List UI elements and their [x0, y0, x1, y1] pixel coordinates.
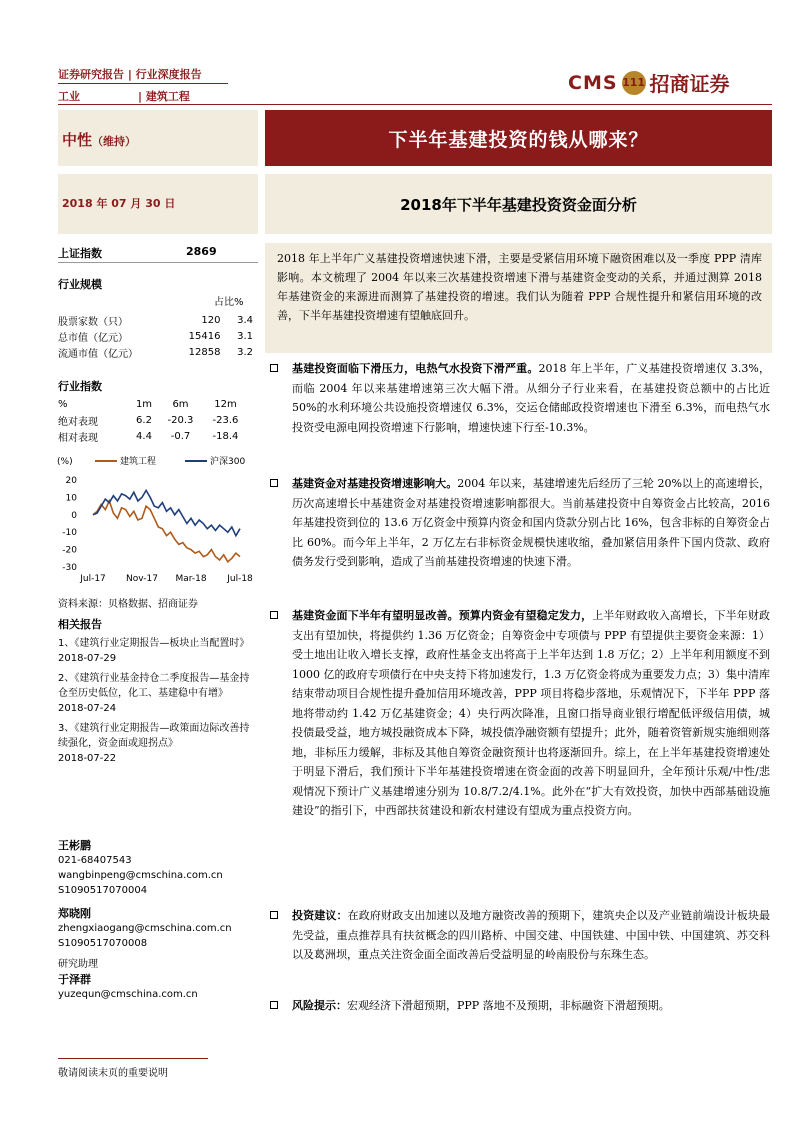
related-item: 3、《建筑行业定期报告—政策面边际改善持续强化，资金面或迎拐点》 2018-07-22 [58, 723, 250, 764]
research-assistant: 研究助理 于泽群 yuzequn@cmschina.com.cn [58, 959, 198, 1000]
logo-mark-icon: 111 [622, 71, 646, 95]
industry-label: 工业 [58, 90, 80, 103]
summary-box: 2018 年上半年广义基建投资增速快速下滑，主要是受紧信用环境下融资困难以及一季度 PPP 清库影响。本文梳理了 2004 年以来三次基建投资增速下滑与基建资金变动的关系，并通过测算 2018 年基建资金的来源进而测算了基建投资的增速。我们认为随着 PPP 合规性提升和紧信用环境的改善，下半年基建投资增速有望触底回升。 [265, 243, 772, 353]
cms-logo: CMS 111 招商证券 [568, 71, 730, 96]
table-row: 流通市值（亿元） 12858 3.2 [58, 346, 253, 360]
bullet-item: 风险提示：宏观经济下滑超预期，PPP 落地不及预期，非标融资下滑超预期。 [270, 996, 770, 1016]
checkbox-bullet-icon [270, 611, 278, 619]
y-tick-label: -30 [62, 563, 77, 573]
x-tick-label: Jul-17 [80, 574, 106, 584]
industry-scale-table [58, 312, 253, 360]
page-title: 下半年基建投资的钱从哪来？ [265, 110, 772, 166]
analyst-1: 王彬鹏 021-68407543 wangbinpeng@cmschina.com.cn S1090517070004 [58, 839, 223, 896]
scale-pct-header: 占比% [214, 297, 244, 308]
index-title: 行业指数 [58, 380, 102, 393]
scale-title: 行业规模 [58, 278, 102, 291]
y-tick-label: 20 [65, 476, 77, 486]
subtitle: 2018年下半年基建投资资金面分析 [265, 174, 772, 234]
checkbox-bullet-icon [270, 364, 278, 372]
bullet-item: 投资建议：在政府财政支出加速以及地方融资改善的预期下，建筑央企以及产业链前端设计板块最先受益，重点推荐具有扶贫概念的四川路桥、中国交建、中国铁建、中国中铁、中国建筑、苏交科以及葛洲坝，重点关注资金面全面改善后受益明显的岭南股份与东珠生态。 [270, 906, 770, 965]
sector-label: | 建筑工程 [138, 90, 190, 103]
checkbox-bullet-icon [270, 911, 278, 919]
y-tick-label: 10 [65, 493, 77, 504]
index-value: 2869 [186, 245, 217, 258]
legend-label: 沪深300 [210, 457, 246, 467]
table-row: 绝对表现 6.2 -20.3 -23.6 [58, 414, 239, 428]
legend-label: 建筑工程 [120, 457, 157, 467]
report-type: 证券研究报告 | 行业深度报告 [58, 68, 202, 81]
y-tick-label: -20 [62, 545, 77, 556]
series-line [93, 490, 240, 535]
x-tick-label: Mar-18 [175, 574, 207, 584]
report-date: 2018 年 07 月 30 日 [62, 197, 176, 210]
index-label: 上证指数 [58, 247, 102, 260]
table-row: % 1m 6m 12m [58, 398, 237, 410]
bullet-item: 基建投资面临下滑压力，电热气水投资下滑严重。2018 年上半年，广义基建投资增速仅 3.3%，而临 2004 年以来基建增速第三次大幅下滑。从细分子行业来看，在基建投资总额中的占比近 50%的水利环境公共设施投资增速仅 6.3%，交运仓储邮政投资增速也下滑至 6.3%，而电热气水投资受电源电网投资增速下行影响，增速快速下行至-10.3%。 [270, 359, 770, 437]
bullet-item: 基建资金对基建投资增速影响大。2004 年以来，基建增速先后经历了三轮 20%以上的高速增长，历次高速增长中基建资金对基建投资增速影响都很大。当前基建投资中自筹资金占比较高，2016 年基建投资到位的 13.6 万亿资金中预算内资金和国内贷款分别占比 16%，包含非标的自筹资金占比 60%。而今年上半年，2 万亿左右非标资金规模快速收缩，叠加紧信用条件下国内贷款、政府债务发行受到影响，造成了当前基建投资增速的快速下滑。 [270, 474, 770, 572]
related-item: 2、《建筑行业基金持仓二季度报告—基金持仓至历史低位，化工、基建稳中有增》 2018-07-24 [58, 673, 250, 714]
y-tick-label: 0 [71, 510, 77, 521]
x-tick-label: Jul-18 [227, 574, 253, 584]
footer-note: 敬请阅读末页的重要说明 [58, 1068, 168, 1079]
table-row: 相对表现 4.4 -0.7 -18.4 [58, 430, 239, 444]
performance-chart [55, 452, 260, 587]
table-row: 总市值（亿元） 15416 3.1 [58, 330, 253, 344]
source-note: 资料来源：贝格数据、招商证券 [58, 599, 198, 610]
bullet-item: 基建资金面下半年有望明显改善。预算内资金有望稳定发力，上半年财政收入高增长，下半年财政支出有望加快，将提供约 1.36 万亿资金；自筹资金中专项债与 PPP 有望提供主要资金来源：1）受土地出让收入增长支撑，政府性基金支出将高于上半年达到 1.8 万亿；2）上半年利用额度不到 1000 亿的政府专项债行在中央支持下将加速发行，1.3 万亿资金将成为重要发力点；3）集中清库结束带动项目合规性提升叠加信用环境改善，PPP 项目将稳步落地，乐观情况下，下半年 PPP 落地将带动约 1.42 万亿基建资金；4）央行两次降准，且窗口指导商业银行增配低评级信用债，城投债最受益，地方城投融资成本下降，城投债净融资额有望提升；此外，随着资管新规实施细则落地，非标压力缓解，非标及其他自筹资金融资预计也将逐渐回升。综上，在上半年基建投资增速处于明显下滑后，我们预计下半年基建投资增速在资金面的改善下明显回升，全年预计乐观/中性/悲观情况下预计广义基建增速分别为 10.8/7.2/4.1%。此外在“扩大有效投资，加快中西部基础设施建设”的指引下，中西部扶贫建设和新农村建设有望成为重点投资方向。 [270, 606, 770, 821]
table-row: 股票家数（只） 120 3.4 [58, 314, 253, 328]
related-title: 相关报告 [58, 618, 102, 631]
industry-index-table [58, 396, 248, 444]
related-item: 1、《建筑行业定期报告—板块止当配置时》 2018-07-29 [58, 638, 250, 664]
checkbox-bullet-icon [270, 479, 278, 487]
chart-unit-label: (%) [57, 457, 73, 467]
checkbox-bullet-icon [270, 1001, 278, 1009]
rating: 中性（维持） [62, 131, 137, 149]
y-tick-label: -10 [62, 528, 77, 539]
analyst-2: 郑晓刚 zhengxiaogang@cmschina.com.cn S1090517070008 [58, 907, 232, 949]
x-tick-label: Nov-17 [125, 574, 159, 584]
